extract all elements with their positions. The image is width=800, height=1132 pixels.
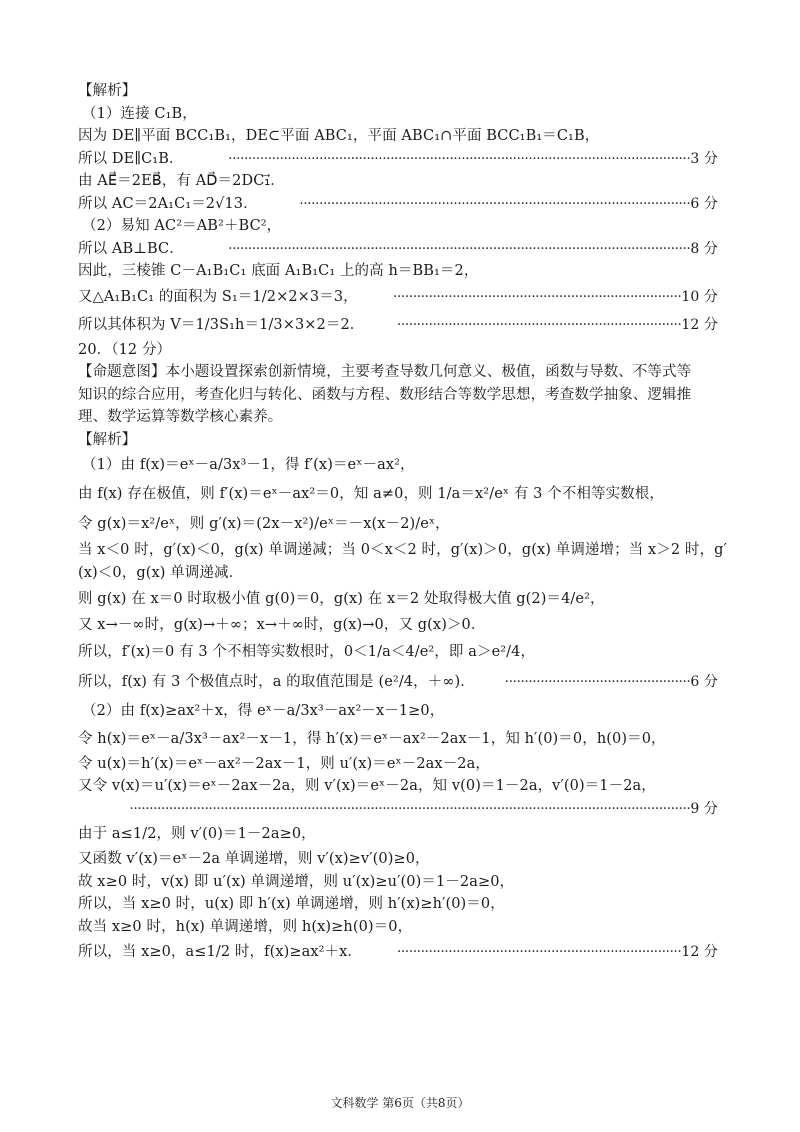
text-line: [78, 80, 718, 103]
line-text: 由 f(x) 存在极值，则 f′(x)＝eˣ－ax²＝0，知 a≠0，则 1/a＝x²/eˣ 有 3 个不相等实数根，: [78, 486, 664, 502]
line-text: 故 x≥0 时，v(x) 即 u′(x) 单调递增，则 u′(x)≥u′(0)＝1－2a≥0，: [78, 873, 515, 890]
score-value: 6 分: [690, 673, 718, 690]
line-text: 所以，f(x) 有 3 个极值点时，a 的取值范围是 (e²/4，＋∞)．: [78, 673, 475, 690]
line-text: 又令 v(x)＝u′(x)＝eˣ－2ax－2a，则 v′(x)＝eˣ－2a，知 v(0)＝1－2a，v′(0)＝1－2a，: [78, 778, 656, 794]
text-line: [78, 193, 718, 216]
line-text: 【解析】: [78, 431, 137, 448]
text-line: [78, 637, 718, 667]
line-text: 20．（12 分）: [78, 341, 172, 358]
page-footer: 文科数学 第6页（共8页）: [330, 1096, 470, 1110]
text-line: [78, 215, 718, 238]
score-value: 12 分: [681, 316, 718, 333]
line-text: 又△A₁B₁C₁ 的面积为 S₁＝1/2×2×3＝3，: [78, 288, 358, 305]
leader-dots: ········································································: [396, 944, 682, 960]
score-marker: [228, 238, 718, 261]
line-text: 则 g(x) 在 x＝0 时取极小值 g(0)＝0，g(x) 在 x＝2 处取得极大值 g(2)＝4/e²，: [78, 591, 605, 607]
leader-dots: ·········································································: [392, 288, 682, 305]
score-marker: [397, 311, 718, 339]
text-line: [78, 103, 718, 126]
score-marker: [228, 148, 718, 171]
document-body: [78, 80, 727, 966]
line-text: 知识的综合应用，考查化归与转化、函数与方程、数形结合等数学思想，考查数学抽象、逻辑推: [78, 386, 692, 403]
line-text: 所以 AB⊥BC．: [78, 240, 184, 257]
line-text: 所以，f′(x)＝0 有 3 个不相等实数根时，0＜1/a＜4/e²，即 a＞e²/4，: [78, 643, 536, 660]
text-line: [78, 311, 718, 339]
line-text: 由 AE⃗＝2EB⃗，有 AD⃗＝2DC₁⃗．: [78, 173, 285, 189]
line-text: 当 x＜0 时，g′(x)＜0，g(x) 单调递减；当 0＜x＜2 时，g′(x)＞0，g(x) 单调递增；当 x＞2 时，g′: [78, 542, 727, 558]
text-line: [78, 916, 718, 939]
leader-dots: ··············································································································································: [129, 800, 691, 817]
text-line: [78, 725, 718, 753]
text-line: [78, 584, 718, 614]
score-value: 3 分: [690, 150, 718, 167]
text-line: [78, 539, 727, 562]
text-line: [78, 451, 718, 479]
text-line: [78, 667, 718, 697]
leader-dots: ·····················································································································: [228, 150, 691, 167]
score-value: 8 分: [690, 240, 718, 257]
score-marker: [299, 193, 718, 216]
text-line: [78, 339, 718, 362]
leader-dots: ···············································: [504, 673, 691, 690]
score-marker: [393, 283, 718, 311]
text-line: [78, 614, 718, 637]
score-value: 9 分: [690, 800, 718, 817]
line-text: （1）连接 C₁B，: [82, 105, 197, 122]
text-line: [78, 479, 718, 509]
line-text: 理、数学运算等数学核心素养。: [78, 409, 283, 425]
line-text: 故当 x≥0 时，h(x) 单调递增，则 h(x)≥h(0)＝0，: [78, 918, 413, 935]
score-value: 12 分: [681, 944, 718, 960]
line-text: （2）易知 AC²＝AB²＋BC²，: [82, 218, 282, 234]
text-line: [78, 361, 718, 384]
text-line: [78, 871, 718, 894]
leader-dots: ···································································································: [299, 195, 691, 212]
text-line: [78, 775, 718, 798]
score-value: 6 分: [690, 195, 718, 212]
score-value: 10 分: [681, 288, 718, 305]
line-text: 所以 DE∥C₁B．: [78, 150, 184, 167]
text-line: [78, 848, 718, 871]
line-text: 所以其体积为 V＝1/3S₁h＝1/3×3×2＝2．: [78, 316, 365, 333]
line-text: 由于 a≤1/2，则 v′(0)＝1－2a≥0，: [78, 826, 316, 842]
line-text: (x)＜0，g(x) 单调递减．: [78, 564, 244, 581]
text-line: [78, 384, 718, 407]
line-text: 所以，当 x≥0 时，u(x) 即 h′(x) 单调递增，则 h′(x)≥h′(0)＝0，: [78, 896, 505, 912]
leader-dots: ········································································: [396, 316, 682, 333]
line-text: （2）由 f(x)≥ax²＋x，得 eˣ－a/3x³－ax²－x－1≥0，: [82, 702, 445, 719]
text-line: [78, 562, 718, 585]
text-line: [78, 170, 718, 193]
line-text: 令 h(x)＝eˣ－a/3x³－ax²－x－1，得 h′(x)＝eˣ－ax²－2ax－1，知 h′(0)＝0，h(0)＝0，: [78, 730, 666, 747]
text-line: [78, 509, 718, 539]
text-line: [78, 148, 718, 171]
line-text: 所以 AC＝2A₁C₁＝2√13．: [78, 195, 258, 212]
leader-dots: ·····················································································································: [228, 240, 691, 257]
text-line: [78, 260, 718, 283]
score-marker: [505, 667, 718, 697]
line-text: 令 u(x)＝h′(x)＝eˣ－ax²－2ax－1，则 u′(x)＝eˣ－2ax－2a，: [78, 755, 490, 772]
text-line: [78, 798, 718, 821]
score-marker: [397, 938, 718, 966]
line-text: 又函数 v′(x)＝eˣ－2a 单调递增，则 v′(x)≥v′(0)≥0，: [78, 851, 430, 867]
score-marker: [129, 798, 718, 821]
line-text: 因为 DE∥平面 BCC₁B₁，DE⊂平面 ABC₁，平面 ABC₁∩平面 BCC₁B₁＝C₁B，: [78, 128, 600, 144]
text-line: [78, 125, 718, 148]
text-line: [78, 406, 718, 429]
text-line: [78, 820, 718, 848]
line-text: 所以，当 x≥0，a≤1/2 时，f(x)≥ax²＋x．: [78, 944, 363, 960]
text-line: [78, 938, 718, 966]
line-text: （1）由 f(x)＝eˣ－a/3x³－1，得 f′(x)＝eˣ－ax²，: [82, 457, 415, 473]
text-line: [78, 697, 718, 725]
line-text: 令 g(x)＝x²/eˣ，则 g′(x)＝(2x－x²)/eˣ＝－x(x－2)/eˣ，: [78, 516, 450, 532]
text-line: [78, 238, 718, 261]
text-line: [78, 753, 718, 776]
line-text: 因此，三棱锥 C－A₁B₁C₁ 底面 A₁B₁C₁ 上的高 h＝BB₁＝2，: [78, 263, 479, 279]
line-text: 【解析】: [78, 83, 137, 99]
text-line: [78, 893, 718, 916]
text-line: [78, 283, 718, 311]
line-text: 【命题意图】本小题设置探索创新情境，主要考查导数几何意义、极值，函数与导数、不等式等: [78, 364, 692, 380]
line-text: 又 x→－∞时，g(x)→＋∞；x→＋∞时，g(x)→0，又 g(x)＞0．: [78, 617, 486, 633]
text-line: [78, 429, 718, 452]
